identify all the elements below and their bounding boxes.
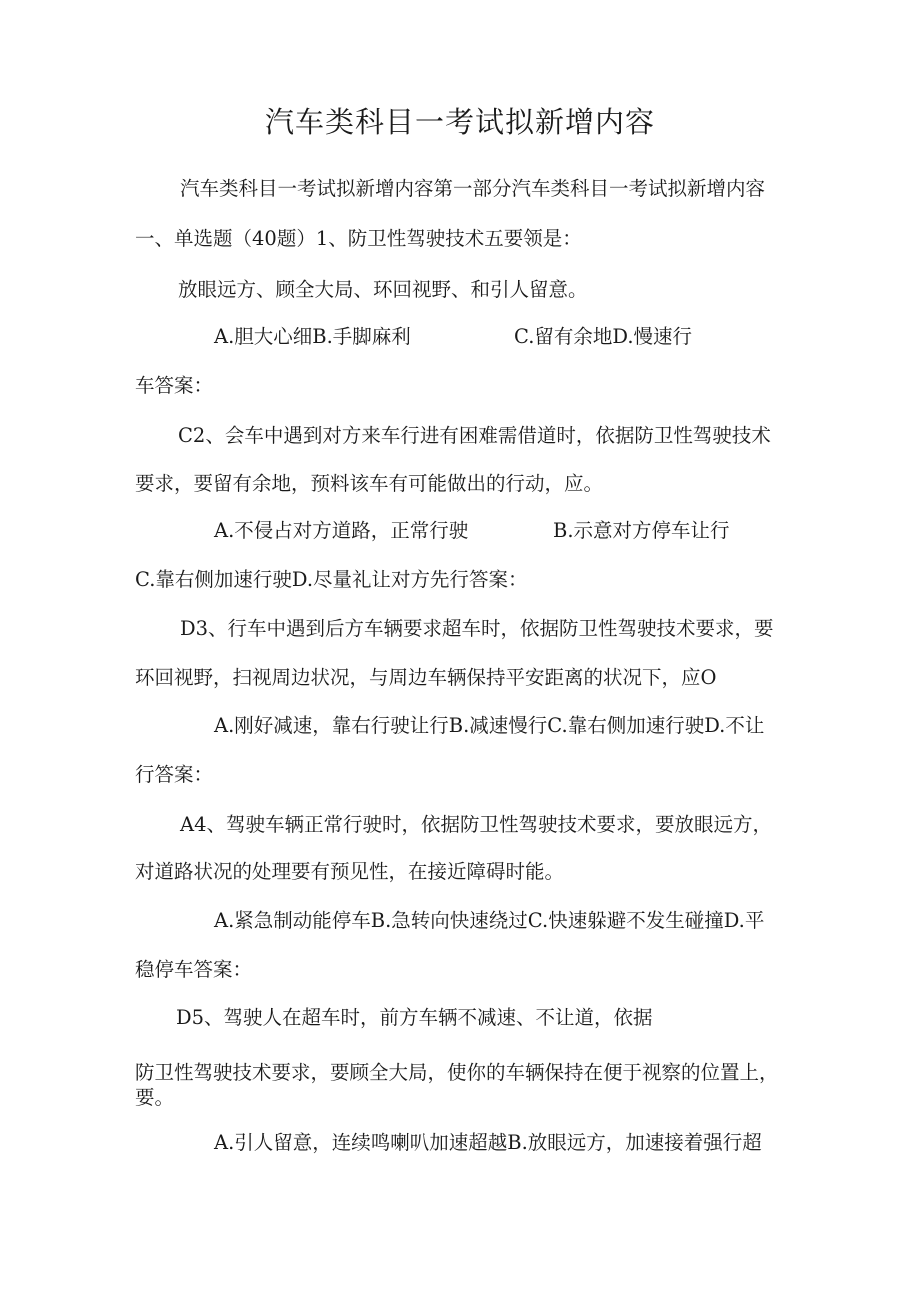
q3-question-line1: D3、行车中遇到后方车辆要求超车时，依据防卫性驾驶技术要求，要 bbox=[180, 617, 774, 640]
q1-statement: 放眼远方、顾全大局、环回视野、和引人留意。 bbox=[178, 278, 588, 301]
q4-answer: 稳停车答案： bbox=[135, 958, 253, 981]
q5-question-line2: 防卫性驾驶技术要求，要顾全大局，使你的车辆保持在便于视察的位置上， bbox=[135, 1061, 779, 1084]
q5-options: A.引人留意，连续鸣喇叭加速超越B.放眼远方，加速接着强行超 bbox=[214, 1131, 762, 1154]
q4-options: A.紧急制动能停车B.急转向快速绕过C.快速躲避不发生碰撞D.平 bbox=[214, 909, 765, 932]
q3-options: A.刚好减速，靠右行驶让行B.减速慢行C.靠右侧加速行驶D.不让 bbox=[214, 714, 765, 737]
q3-answer: 行答案： bbox=[135, 763, 214, 786]
paragraph-intro: 汽车类科目一考试拟新增内容第一部分汽车类科目一考试拟新增内容 bbox=[180, 177, 766, 200]
q2-question-line1: C2、会车中遇到对方来车行进有困难需借道时，依据防卫性驾驶技术 bbox=[178, 424, 771, 447]
q5-question-line3: 要。 bbox=[135, 1086, 175, 1109]
section-heading-q1: 一、单选题（40题）1、防卫性驾驶技术五要领是： bbox=[135, 227, 582, 250]
q4-question-line1: A4、驾驶车辆正常行驶时，依据防卫性驾驶技术要求，要放眼远方， bbox=[180, 813, 772, 836]
q1-options-cd: C.留有余地D.慢速行 bbox=[514, 325, 693, 348]
q5-question-line1: D5、驾驶人在超车时，前方车辆不减速、不让道，依据 bbox=[176, 1006, 653, 1029]
q4-question-line2: 对道路状况的处理要有预见性，在接近障碍时能。 bbox=[135, 860, 565, 883]
q1-answer: 车答案： bbox=[135, 374, 214, 397]
q3-question-line2: 环回视野，扫视周边状况，与周边车辆保持平安距离的状况下，应O bbox=[135, 666, 717, 689]
q2-option-a: A.不侵占对方道路，正常行驶 bbox=[214, 519, 469, 542]
q2-options-cd-answer: C.靠右侧加速行驶D.尽量礼让对方先行答案： bbox=[135, 568, 528, 591]
q1-options-ab: A.胆大心细B.手脚麻利 bbox=[214, 325, 411, 348]
document-title: 汽车类科目一考试拟新增内容 bbox=[264, 105, 655, 139]
q2-option-b: B.示意对方停车让行 bbox=[553, 519, 730, 542]
q2-question-line2: 要求，要留有余地，预料该车有可能做出的行动，应。 bbox=[135, 472, 604, 495]
